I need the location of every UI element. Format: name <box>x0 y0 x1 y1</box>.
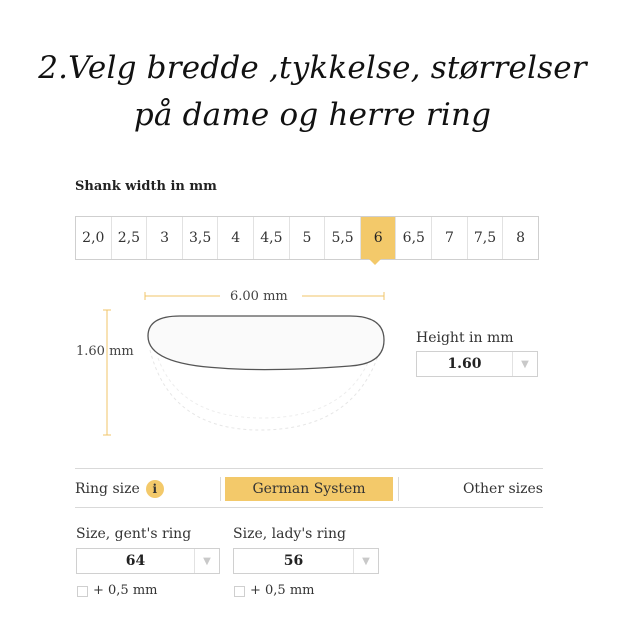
tab-german-system[interactable]: German System <box>225 477 393 501</box>
height-label: Height in mm <box>416 330 514 346</box>
gent-size-select[interactable] <box>76 548 220 574</box>
chevron-down-icon: ▼ <box>512 352 537 376</box>
height-select[interactable] <box>416 351 538 377</box>
tab-separator <box>220 477 221 501</box>
width-option[interactable]: 3,5 <box>183 217 219 259</box>
ring-profile-shape <box>148 316 384 370</box>
width-option[interactable]: 3 <box>147 217 183 259</box>
lady-size-value: 56 <box>283 553 304 569</box>
selected-width-pointer <box>368 258 382 265</box>
gent-size-label: Size, gent's ring <box>76 526 192 542</box>
width-option[interactable]: 2,0 <box>76 217 112 259</box>
width-option[interactable]: 6,5 <box>396 217 432 259</box>
width-option[interactable]: 4 <box>218 217 254 259</box>
width-option[interactable]: 8 <box>516 230 526 246</box>
lady-size-label: Size, lady's ring <box>233 526 346 542</box>
gent-size-value: 64 <box>125 553 146 569</box>
height-value: 1.60 <box>447 356 482 372</box>
height-dimension-label: 1.60 mm <box>76 344 134 359</box>
width-option[interactable]: 4,5 <box>254 217 290 259</box>
gent-addon-checkbox[interactable] <box>77 586 88 597</box>
page-title-line-1: 2.Velg bredde ,tykkelse, størrelser <box>38 50 587 86</box>
width-option[interactable]: 7 <box>432 217 468 259</box>
tab-other-sizes[interactable]: Other sizes <box>462 481 543 497</box>
divider <box>75 507 543 508</box>
lady-addon-checkbox[interactable] <box>234 586 245 597</box>
ring-size-text: Ring size <box>75 481 140 497</box>
info-icon[interactable]: i <box>146 480 164 498</box>
shank-width-selector <box>75 216 539 260</box>
width-option[interactable]: 7,5 <box>468 217 504 259</box>
shank-width-label: Shank width in mm <box>75 179 217 194</box>
page-title-line-2: på dame og herre ring <box>133 97 492 133</box>
width-dimension-label: 6.00 mm <box>230 289 288 304</box>
width-option[interactable]: 5 <box>290 217 326 259</box>
width-option[interactable]: 5,5 <box>325 217 361 259</box>
lady-size-select[interactable] <box>233 548 379 574</box>
lady-addon-label: + 0,5 mm <box>250 583 315 598</box>
width-option[interactable]: 2,5 <box>112 217 148 259</box>
divider <box>75 468 543 469</box>
ring-size-label <box>75 477 215 501</box>
gent-addon-label: + 0,5 mm <box>93 583 158 598</box>
ring-profile-diagram <box>70 280 410 445</box>
chevron-down-icon: ▼ <box>353 549 378 573</box>
chevron-down-icon: ▼ <box>194 549 219 573</box>
width-option-selected[interactable]: 6 <box>361 217 397 259</box>
